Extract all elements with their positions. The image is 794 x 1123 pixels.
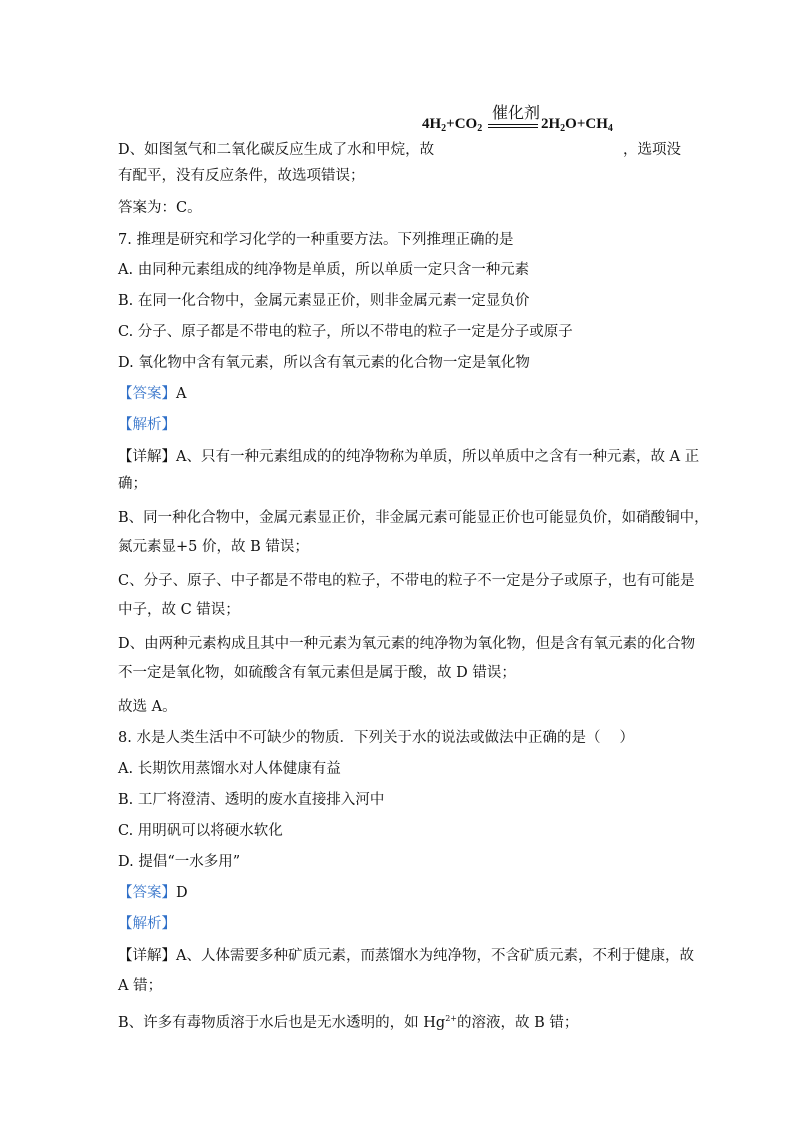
answer-line: 【答案】A bbox=[118, 386, 187, 402]
text-line: C、分子、原子、中子都是不带电的粒子，不带电的粒子不一定是分子或原子，也有可能是 bbox=[118, 573, 695, 589]
text-line: D、如图氢气和二氧化碳反应生成了水和甲烷，故 ，选项没 bbox=[118, 142, 681, 158]
text-line: 答案为：C。 bbox=[118, 200, 202, 216]
option-b: B. 工厂将澄清、透明的废水直接排入河中 bbox=[118, 792, 385, 808]
analysis-line bbox=[118, 914, 694, 934]
option-a: A. 由同种元素组成的纯净物是单质，所以单质一定只含一种元素 bbox=[118, 262, 530, 278]
text-line: 有配平，没有反应条件，故选项错误； bbox=[118, 168, 365, 184]
answer-tag: 【答案】 bbox=[118, 885, 176, 901]
text-line: 故选 A。 bbox=[118, 699, 177, 715]
option-d: D. 提倡“一水多用” bbox=[118, 854, 241, 870]
text-line: B、同一种化合物中，金属元素显正价，非金属元素可能显正价也可能显负价，如硝酸铜中， bbox=[118, 510, 709, 526]
detail-line: 【详解】A、人体需要多种矿质元素，而蒸馏水为纯净物，不含矿质元素，不利于健康，故 bbox=[118, 948, 694, 964]
chemical-equation bbox=[422, 100, 622, 140]
text-line: 确； bbox=[118, 476, 147, 492]
analysis-tag: 【解析】 bbox=[118, 916, 176, 932]
text-line: 不一定是氧化物，如硫酸含有氧元素但是属于酸，故 D 错误； bbox=[118, 665, 516, 681]
detail-tag: 【详解】 bbox=[118, 449, 176, 465]
analysis-tag: 【解析】 bbox=[118, 417, 176, 433]
option-c: C. 用明矾可以将硬水软化 bbox=[118, 823, 283, 839]
text-line: D、由两种元素构成且其中一种元素为氧元素的纯净物为氧化物，但是含有氧元素的化合物 bbox=[118, 636, 696, 652]
text-line: 氮元素显+5 价，故 B 错误； bbox=[118, 539, 309, 555]
equation-bar bbox=[488, 127, 538, 128]
analysis-line bbox=[118, 415, 694, 435]
answer-line: 【答案】D bbox=[118, 885, 188, 901]
equation-reactants: $4H_2+CO_2$ bbox=[422, 116, 483, 134]
answer-tag: 【答案】 bbox=[118, 386, 176, 402]
equation-bar bbox=[488, 124, 538, 125]
option-b: B. 在同一化合物中，金属元素显正价，则非金属元素一定显负价 bbox=[118, 293, 530, 309]
question-8: 8. 水是人类生活中不可缺少的物质．下列关于水的说法或做法中正确的是（ ） bbox=[118, 730, 635, 746]
text-line: B、许多有毒物质溶于水后也是无水透明的，如 $Hg^{2+}$的溶液，故 B 错； bbox=[118, 1014, 579, 1031]
text-line: 中子，故 C 错误； bbox=[118, 602, 240, 618]
option-d: D. 氧化物中含有氧元素，所以含有氧元素的化合物一定是氧化物 bbox=[118, 355, 530, 371]
detail-line: 【详解】A、只有一种元素组成的的纯净物称为单质，所以单质中之含有一种元素，故 A 正 bbox=[118, 449, 700, 465]
option-a: A. 长期饮用蒸馏水对人体健康有益 bbox=[118, 761, 341, 777]
question-7: 7. 推理是研究和学习化学的一种重要方法。下列推理正确的是 bbox=[118, 232, 514, 248]
detail-tag: 【详解】 bbox=[118, 948, 176, 964]
reaction-condition: 催化剂 bbox=[492, 103, 541, 122]
option-c: C. 分子、原子都是不带电的粒子，所以不带电的粒子一定是分子或原子 bbox=[118, 324, 573, 340]
equation-products: $2H_2O+CH_4$ bbox=[541, 116, 613, 134]
text-line: A 错； bbox=[118, 978, 163, 994]
